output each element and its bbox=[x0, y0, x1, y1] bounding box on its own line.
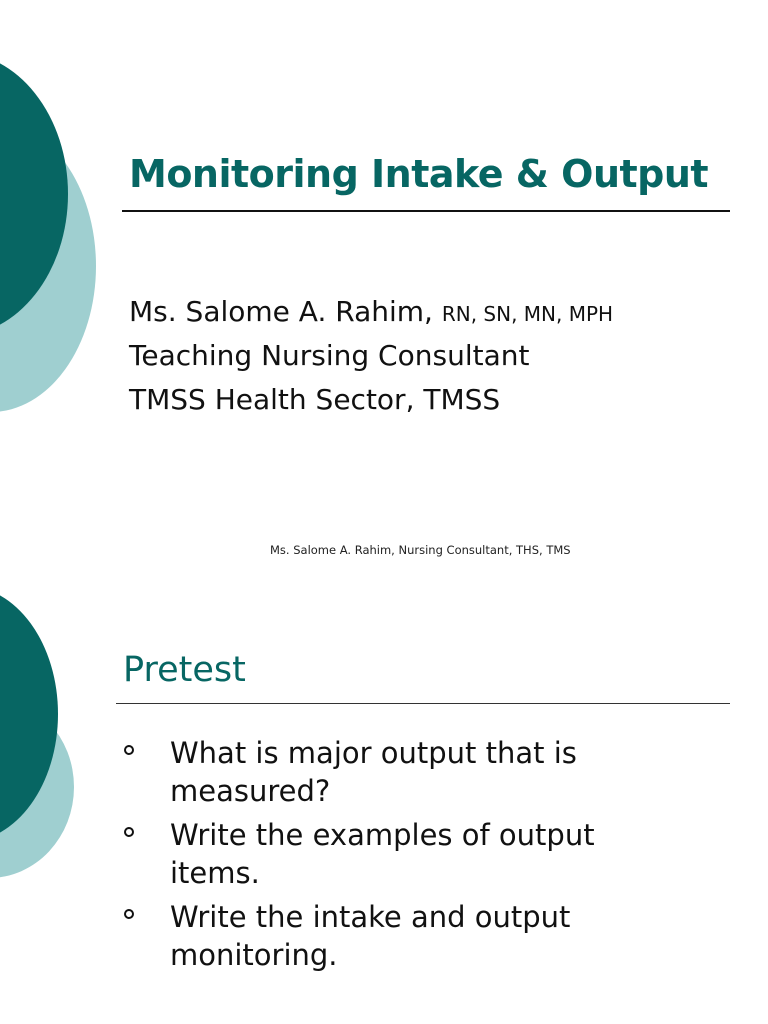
bullet-text: What is major output that is measured? bbox=[170, 736, 577, 808]
hollow-circle-bullet-icon bbox=[124, 909, 134, 919]
slide-title: Pretest bbox=[123, 650, 246, 690]
author-name: Ms. Salome A. Rahim, bbox=[129, 295, 433, 328]
hollow-circle-bullet-icon bbox=[124, 745, 134, 755]
author-name-line bbox=[129, 290, 613, 334]
bullet-item bbox=[0, 816, 768, 892]
hollow-circle-bullet-icon bbox=[124, 827, 134, 837]
bullet-list bbox=[0, 734, 768, 980]
bullet-item bbox=[0, 734, 768, 810]
title-divider bbox=[122, 210, 730, 212]
pretest-slide bbox=[0, 576, 768, 1024]
author-credentials: RN, SN, MN, MPH bbox=[441, 302, 614, 326]
bullet-text: Write the examples of output items. bbox=[170, 818, 595, 890]
author-role: Teaching Nursing Consultant bbox=[129, 339, 530, 372]
bullet-item bbox=[0, 898, 768, 974]
bullet-text: Write the intake and output monitoring. bbox=[170, 900, 571, 972]
author-block bbox=[129, 290, 613, 422]
slide-footer: Ms. Salome A. Rahim, Nursing Consultant, THS, TMS bbox=[270, 543, 571, 557]
slide-title: Monitoring Intake & Output bbox=[129, 152, 709, 196]
title-divider bbox=[116, 703, 730, 704]
author-organization: TMSS Health Sector, TMSS bbox=[129, 383, 501, 416]
